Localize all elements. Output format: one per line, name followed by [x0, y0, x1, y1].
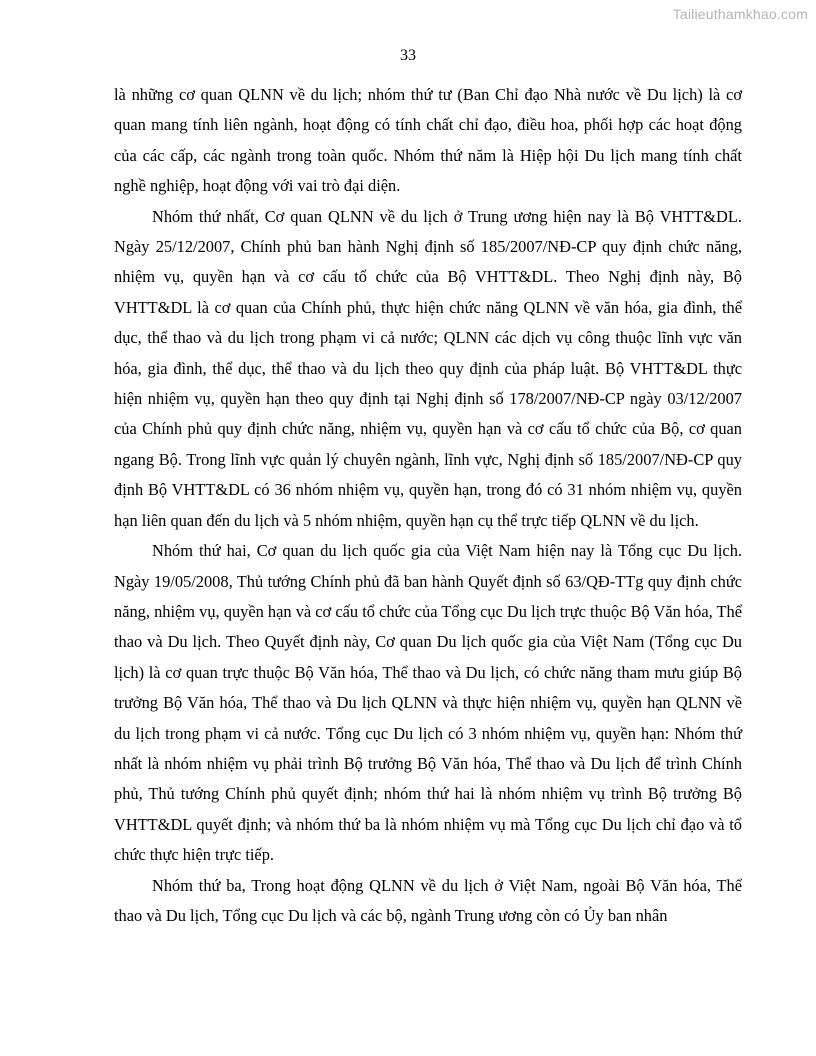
document-body [114, 80, 742, 931]
paragraph-continuation: là những cơ quan QLNN về du lịch; nhóm thứ tư (Ban Chỉ đạo Nhà nước về Du lịch) là cơ quan mang tính liên ngành, hoạt động có tính chất chỉ đạo, điều hoa, phối hợp các hoạt động của các cấp, các ngành trong toàn quốc. Nhóm thứ năm là Hiệp hội Du lịch mang tính chất nghề nghiệp, hoạt động với vai trò đại diện. [114, 85, 742, 196]
page-number: 33 [400, 47, 416, 64]
paragraph-group-one: Nhóm thứ nhất, Cơ quan QLNN về du lịch ở Trung ương hiện nay là Bộ VHTT&DL. Ngày 25/12/2007, Chính phủ ban hành Nghị định số 185/2007/NĐ-CP quy định chức năng, nhiệm vụ, quyền hạn và cơ cấu tổ chức của Bộ VHTT&DL. Theo Nghị định này, Bộ VHTT&DL là cơ quan của Chính phủ, thực hiện chức năng QLNN về văn hóa, gia đình, thể dục, thể thao và du lịch trong phạm vi cả nước; QLNN các dịch vụ công thuộc lĩnh vực văn hóa, gia đình, thể dục, thể thao và du lịch theo quy định của pháp luật. Bộ VHTT&DL thực hiện nhiệm vụ, quyền hạn theo quy định tại Nghị định số 178/2007/NĐ-CP ngày 03/12/2007 của Chính phủ quy định chức năng, nhiệm vụ, quyền hạn và cơ cấu tổ chức của Bộ, cơ quan ngang Bộ. Trong lĩnh vực quản lý chuyên ngành, lĩnh vực, Nghị định số 185/2007/NĐ-CP quy định Bộ VHTT&DL có 36 nhóm nhiệm vụ, quyền hạn, trong đó có 31 nhóm nhiệm vụ, quyền hạn liên quan đến du lịch và 5 nhóm nhiệm, quyền hạn cụ thể trực tiếp QLNN về du lịch. [114, 206, 742, 530]
paragraph-group-two: Nhóm thứ hai, Cơ quan du lịch quốc gia của Việt Nam hiện nay là Tổng cục Du lịch. Ngày 19/05/2008, Thủ tướng Chính phủ đã ban hành Quyết định số 63/QĐ-TTg quy định chức năng, nhiệm vụ, quyền hạn và cơ cấu tổ chức của Tổng cục Du lịch trực thuộc Bộ Văn hóa, Thể thao và Du lịch. Theo Quyết định này, Cơ quan Du lịch quốc gia của Việt Nam (Tổng cục Du lịch) là cơ quan trực thuộc Bộ Văn hóa, Thể thao và Du lịch, có chức năng tham mưu giúp Bộ trưởng Bộ Văn hóa, Thể thao và Du lịch QLNN và thực hiện nhiệm vụ, quyền hạn QLNN về du lịch trong phạm vi cả nước. Tổng cục Du lịch có 3 nhóm nhiệm vụ, quyền hạn: Nhóm thứ nhất là nhóm nhiệm vụ phải trình Bộ trưởng Bộ Văn hóa, Thể thao và Du lịch để trình Chính phủ, Thủ tướng Chính phủ quyết định; nhóm thứ hai là nhóm nhiệm vụ trình Bộ trưởng Bộ VHTT&DL quyết định; và nhóm thứ ba là nhóm nhiệm vụ mà Tổng cục Du lịch chỉ đạo và tổ chức thực hiện trực tiếp. [114, 541, 742, 865]
watermark: Tailieuthamkhao.com [672, 6, 808, 22]
paragraph-group-three: Nhóm thứ ba, Trong hoạt động QLNN về du lịch ở Việt Nam, ngoài Bộ Văn hóa, Thể thao và Du lịch, Tổng cục Du lịch và các bộ, ngành Trung ương còn có Ủy ban nhân [114, 875, 742, 925]
